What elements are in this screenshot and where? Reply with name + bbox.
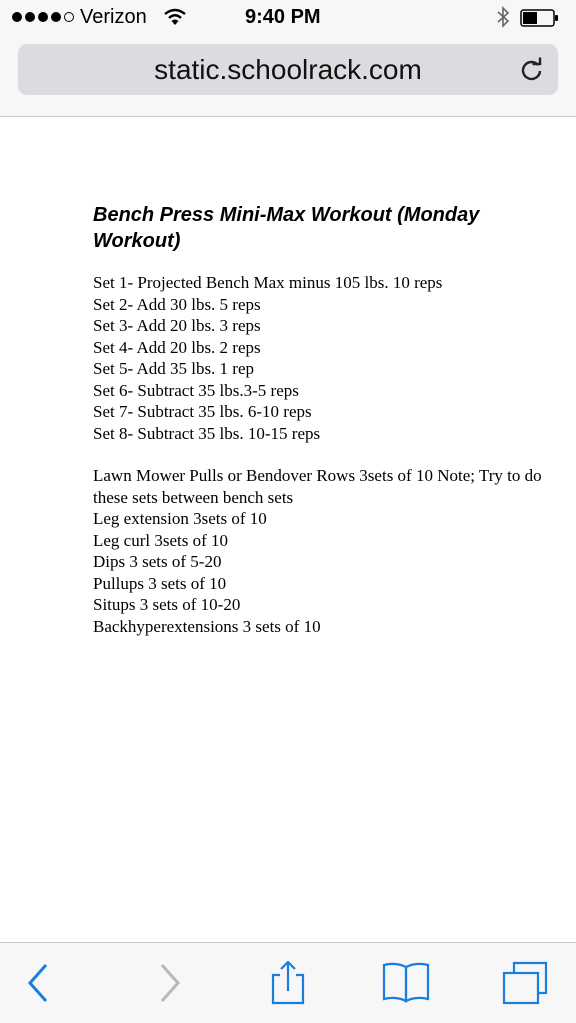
status-bar <box>0 0 576 36</box>
browser-chrome <box>0 0 576 117</box>
set-line: Set 4- Add 20 lbs. 2 reps <box>93 337 261 357</box>
bookmarks-icon[interactable] <box>382 961 430 1005</box>
set-line: Set 2- Add 30 lbs. 5 reps <box>93 294 261 314</box>
exercise-line: Leg extension 3sets of 10 <box>93 509 267 528</box>
carrier-name: Verizon <box>80 6 147 28</box>
set-line: Set 8- Subtract 35 lbs. 10-15 reps <box>93 423 321 443</box>
set-line: Set 6- Subtract 35 lbs.3-5 reps <box>93 380 299 400</box>
bluetooth-icon <box>495 5 511 29</box>
clock: 9:40 PM <box>245 6 321 28</box>
exercise-line: Dips 3 sets of 5-20 <box>93 552 222 571</box>
address-bar[interactable] <box>18 44 558 95</box>
sets-list <box>93 272 568 444</box>
exercise-line: Pullups 3 sets of 10 <box>93 573 227 593</box>
exercises-list <box>93 465 568 637</box>
forward-icon[interactable] <box>145 961 193 1005</box>
browser-toolbar <box>0 942 576 1023</box>
tabs-icon[interactable] <box>500 961 548 1005</box>
set-line: Set 3- Add 20 lbs. 3 reps <box>93 316 261 335</box>
wifi-icon <box>163 7 187 27</box>
set-line: Set 5- Add 35 lbs. 1 rep <box>93 359 255 378</box>
set-line: Set 7- Subtract 35 lbs. 6-10 reps <box>93 402 312 421</box>
set-line: Set 1- Projected Bench Max minus 105 lbs. 10 reps <box>93 273 443 292</box>
document-content <box>93 202 568 637</box>
document-title: Bench Press Mini-Max Workout (Monday Workout) <box>93 204 480 252</box>
url-text[interactable]: static.schoolrack.com <box>154 54 422 85</box>
exercise-line: Situps 3 sets of 10-20 <box>93 595 241 614</box>
exercise-line: Backhyperextensions 3 sets of 10 <box>93 616 321 636</box>
battery-icon <box>520 9 560 27</box>
exercise-line: Leg curl 3sets of 10 <box>93 530 229 550</box>
reload-icon[interactable] <box>519 57 544 82</box>
exercise-line: Lawn Mower Pulls or Bendover Rows 3sets of 10 Note; Try to do these sets between bench sets <box>93 466 542 507</box>
share-icon[interactable] <box>264 961 312 1005</box>
signal-strength-icon <box>12 12 74 22</box>
back-icon[interactable] <box>16 961 64 1005</box>
